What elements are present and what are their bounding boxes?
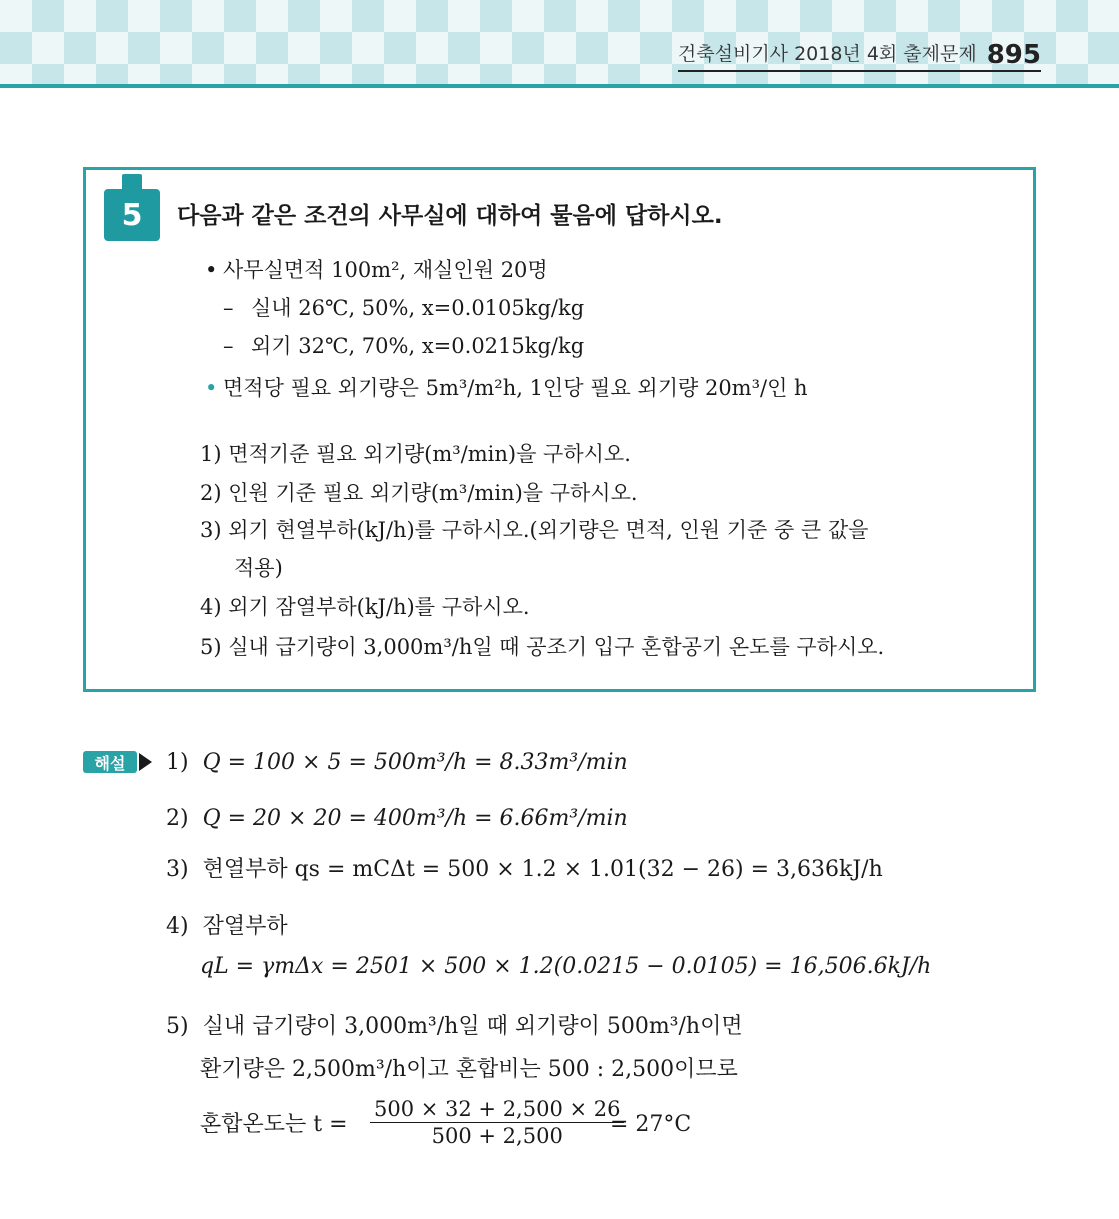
bullet-icon: •	[205, 376, 218, 400]
page-number: 895	[986, 40, 1041, 70]
running-head	[678, 34, 1041, 72]
fraction-numerator: 500 × 32 + 2,500 × 26	[370, 1096, 624, 1123]
question-number-tab-icon	[122, 174, 142, 190]
solution-line: qL = γmΔx = 2501 × 500 × 1.2(0.0215 − 0.0105) = 16,506.6kJ/h	[200, 954, 932, 979]
fraction-denominator: 500 + 2,500	[431, 1124, 563, 1148]
condition-line: – 실내 26℃, 50%, x=0.0105kg/kg	[223, 296, 585, 320]
condition-line: • 면적당 필요 외기량은 5m³/m²h, 1인당 필요 외기량 20m³/인 h	[205, 376, 808, 400]
solution-line: 2) Q = 20 × 20 = 400m³/h = 6.66m³/min	[166, 806, 628, 831]
header-divider	[0, 84, 1119, 88]
mixing-temp-fraction	[370, 1096, 624, 1149]
question-item: 2) 인원 기준 필요 외기량(m³/min)을 구하시오.	[200, 481, 638, 505]
question-title: 다음과 같은 조건의 사무실에 대하여 물음에 답하시오.	[177, 203, 723, 229]
question-number-badge: 5	[104, 189, 160, 241]
mixing-temp-result: = 27°C	[610, 1112, 692, 1137]
solution-arrow-icon	[139, 753, 152, 771]
condition-line: – 외기 32℃, 70%, x=0.0215kg/kg	[223, 334, 585, 358]
running-title: 건축설비기사 2018년 4회 출제문제	[677, 43, 977, 65]
question-item: 5) 실내 급기량이 3,000m³/h일 때 공조기 입구 혼합공기 온도를 구하시오.	[200, 635, 885, 659]
solution-line: 4) 잠열부하	[166, 914, 288, 939]
condition-line: • 사무실면적 100m², 재실인원 20명	[205, 258, 548, 282]
bullet-icon: •	[205, 258, 218, 282]
solution-line: 1) Q = 100 × 5 = 500m³/h = 8.33m³/min	[166, 750, 628, 775]
solution-line: 환기량은 2,500m³/h이고 혼합비는 500 : 2,500이므로	[200, 1057, 738, 1082]
question-item-continuation: 적용)	[234, 556, 283, 580]
question-item: 1) 면적기준 필요 외기량(m³/min)을 구하시오.	[200, 442, 631, 466]
solution-line: 3) 현열부하 qs = mCΔt = 500 × 1.2 × 1.01(32 − 26) = 3,636kJ/h	[166, 857, 883, 882]
dash-icon: –	[223, 296, 234, 320]
mixing-temp-prefix: 혼합온도는 t =	[200, 1112, 348, 1137]
solution-badge: 해설	[83, 751, 137, 773]
solution-line: 5) 실내 급기량이 3,000m³/h일 때 외기량이 500m³/h이면	[166, 1014, 743, 1039]
question-item: 3) 외기 현열부하(kJ/h)를 구하시오.(외기량은 면적, 인원 기준 중 큰 값을	[200, 518, 869, 542]
question-item: 4) 외기 잠열부하(kJ/h)를 구하시오.	[200, 595, 530, 619]
dash-icon: –	[223, 334, 234, 358]
